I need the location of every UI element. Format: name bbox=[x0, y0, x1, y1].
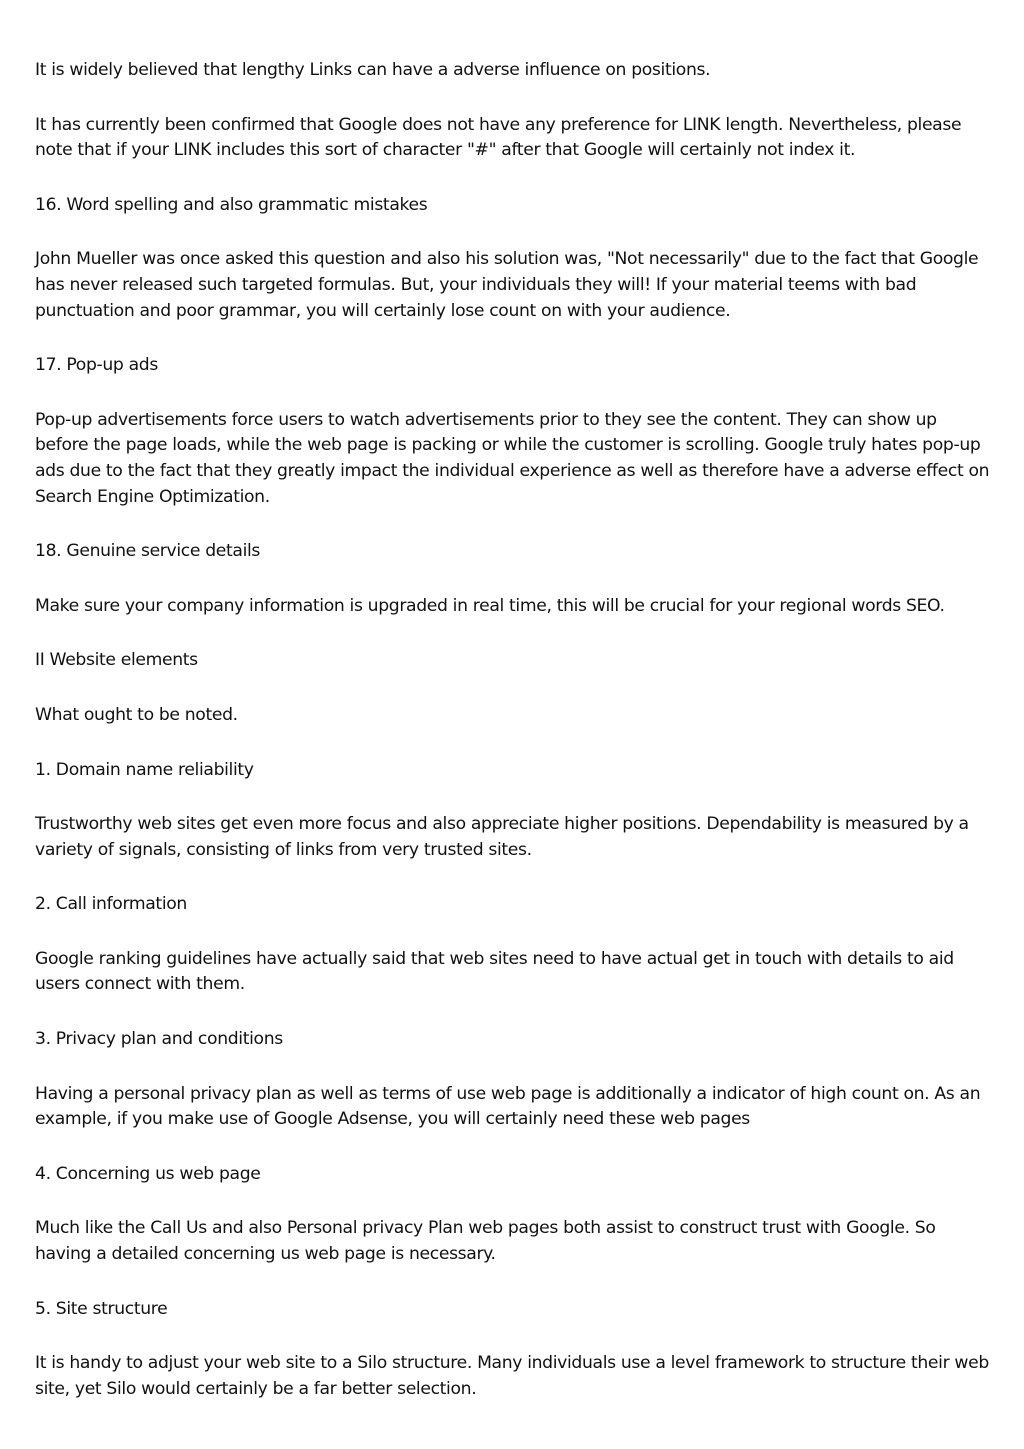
heading-site-structure: 5. Site structure bbox=[35, 1298, 168, 1319]
heading-pop-up-ads: 17. Pop-up ads bbox=[35, 355, 158, 376]
paragraph-company-info: Make sure your company information is upgraded in real time, this will be crucial for your regional words SEO. bbox=[35, 595, 945, 616]
paragraph-about-us: Much like the Call Us and also Personal privacy Plan web pages both assist to construct trust with Google. So having a detailed concerning us web page is necessary. bbox=[35, 1218, 936, 1265]
paragraph-pop-up-ads: Pop-up advertisements force users to watch advertisements prior to they see the content. They can show up before the page loads, while the web page is packing or while the customer is scrolling. Google truly hates pop-up ads due to the fact that they greatly impact the individual experience as well as therefore have a adverse effect on Search Engine Optimization. bbox=[35, 409, 990, 507]
paragraph-john-mueller: John Mueller was once asked this question and also his solution was, "Not necessarily" due to the fact that Google has never released such targeted formulas. But, your individuals they will! If your material teems with bad punctuation and poor grammar, you will certainly lose count on with your audience. bbox=[35, 249, 979, 321]
paragraph-privacy-plan: Having a personal privacy plan as well as terms of use web page is additionally a indicator of high count on. As an example, if you make use of Google Adsense, you will certainly need these web pages bbox=[35, 1083, 981, 1130]
paragraph-link-length: It has currently been confirmed that Google does not have any preference for LINK length. Nevertheless, please note that if your LINK includes this sort of character "#" after that Google will certainly not index it. bbox=[35, 114, 962, 161]
heading-domain-reliability: 1. Domain name reliability bbox=[35, 759, 254, 780]
paragraph-silo-structure: It is handy to adjust your web site to a Silo structure. Many individuals use a level framework to structure their web site, yet Silo would certainly be a far better selection. bbox=[35, 1353, 989, 1399]
heading-privacy-plan: 3. Privacy plan and conditions bbox=[35, 1029, 283, 1050]
heading-website-elements: II Website elements bbox=[35, 650, 198, 671]
heading-call-information: 2. Call information bbox=[35, 894, 187, 915]
paragraph-trustworthy-sites: Trustworthy web sites get even more focus and also appreciate higher positions. Dependability is measured by a variety of signals, consisting of links from very trusted sites. bbox=[35, 814, 969, 860]
heading-genuine-service: 18. Genuine service details bbox=[35, 541, 261, 562]
paragraph-long-links: It is widely believed that lengthy Links can have a adverse influence on positions. bbox=[35, 60, 711, 80]
heading-about-us: 4. Concerning us web page bbox=[35, 1163, 261, 1184]
paragraph-ranking-guidelines: Google ranking guidelines have actually said that web sites need to have actual get in touch with details to aid users connect with them. bbox=[35, 948, 954, 995]
paragraph-what-noted: What ought to be noted. bbox=[35, 704, 238, 725]
heading-word-spelling: 16. Word spelling and also grammatic mistakes bbox=[35, 194, 428, 215]
